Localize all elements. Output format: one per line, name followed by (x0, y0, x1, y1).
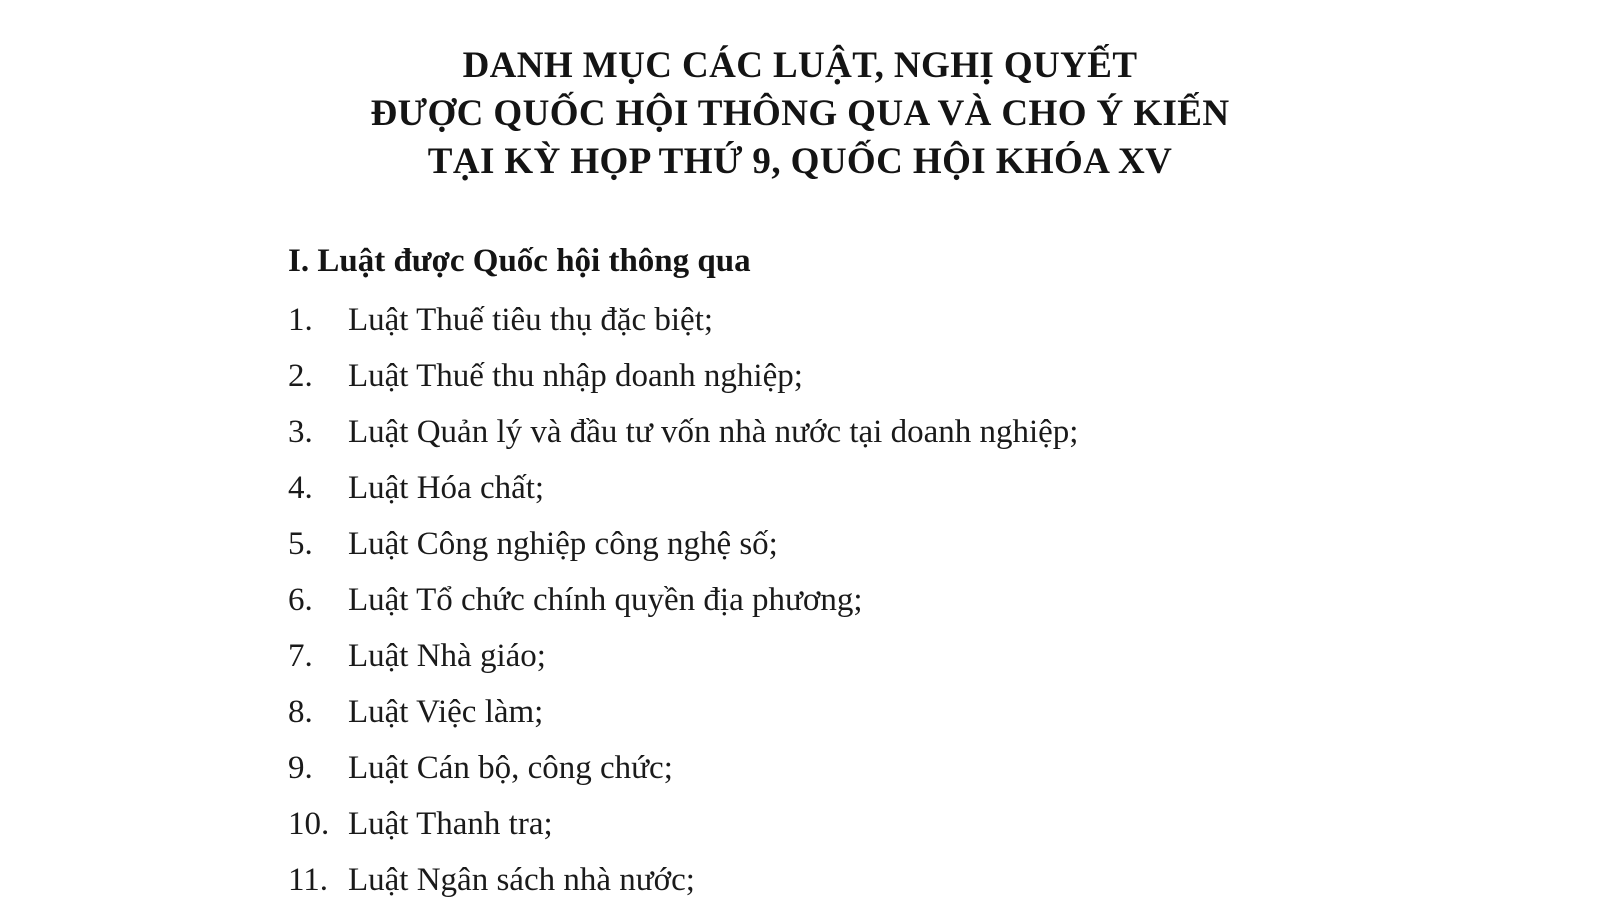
list-item-number: 1. (288, 301, 313, 338)
list-item (288, 805, 1540, 842)
list-item-number: 5. (288, 525, 313, 562)
list-item-number: 4. (288, 469, 313, 506)
list-item-label: Luật Ngân sách nhà nước; (348, 861, 695, 898)
list-item-number: 11. (288, 861, 329, 898)
list-item-label: Luật Quản lý và đầu tư vốn nhà nước tại doanh nghiệp; (348, 413, 1079, 450)
list-item-label: Luật Nhà giáo; (348, 637, 546, 674)
list-item-label: Luật Hóa chất; (348, 469, 545, 506)
law-list (288, 301, 1540, 898)
list-item-label: Luật Thuế thu nhập doanh nghiệp; (348, 357, 803, 394)
list-item (288, 413, 1540, 450)
document-title-line-2: ĐƯỢC QUỐC HỘI THÔNG QUA VÀ CHO Ý KIẾN (370, 93, 1230, 135)
list-item-number: 2. (288, 357, 313, 394)
list-item-number: 10. (288, 805, 330, 842)
section-heading-laws-passed: I. Luật được Quốc hội thông qua (288, 243, 751, 280)
list-item (288, 637, 1540, 674)
document-title-line-3: TẠI KỲ HỌP THỨ 9, QUỐC HỘI KHÓA XV (427, 141, 1173, 183)
list-item (288, 357, 1540, 394)
list-item-label: Luật Cán bộ, công chức; (348, 749, 673, 786)
list-item (288, 749, 1540, 786)
document-title-line-1: DANH MỤC CÁC LUẬT, NGHỊ QUYẾT (462, 45, 1138, 86)
list-item (288, 469, 1540, 506)
list-item (288, 693, 1540, 730)
list-item-label: Luật Việc làm; (348, 693, 544, 730)
list-item-number: 6. (288, 581, 313, 618)
list-item-number: 9. (288, 749, 313, 786)
list-item (288, 861, 1540, 898)
list-item-number: 7. (288, 637, 313, 674)
list-item (288, 581, 1540, 618)
list-item-number: 8. (288, 693, 313, 730)
document-body (0, 242, 1600, 897)
document-title (0, 0, 1600, 186)
list-item (288, 525, 1540, 562)
list-item-label: Luật Thanh tra; (348, 805, 553, 842)
list-item-label: Luật Công nghiệp công nghệ số; (348, 525, 778, 562)
list-item-label: Luật Tổ chức chính quyền địa phương; (348, 581, 863, 618)
list-item (288, 301, 1540, 338)
list-item-label: Luật Thuế tiêu thụ đặc biệt; (348, 301, 714, 338)
list-item-number: 3. (288, 413, 313, 450)
